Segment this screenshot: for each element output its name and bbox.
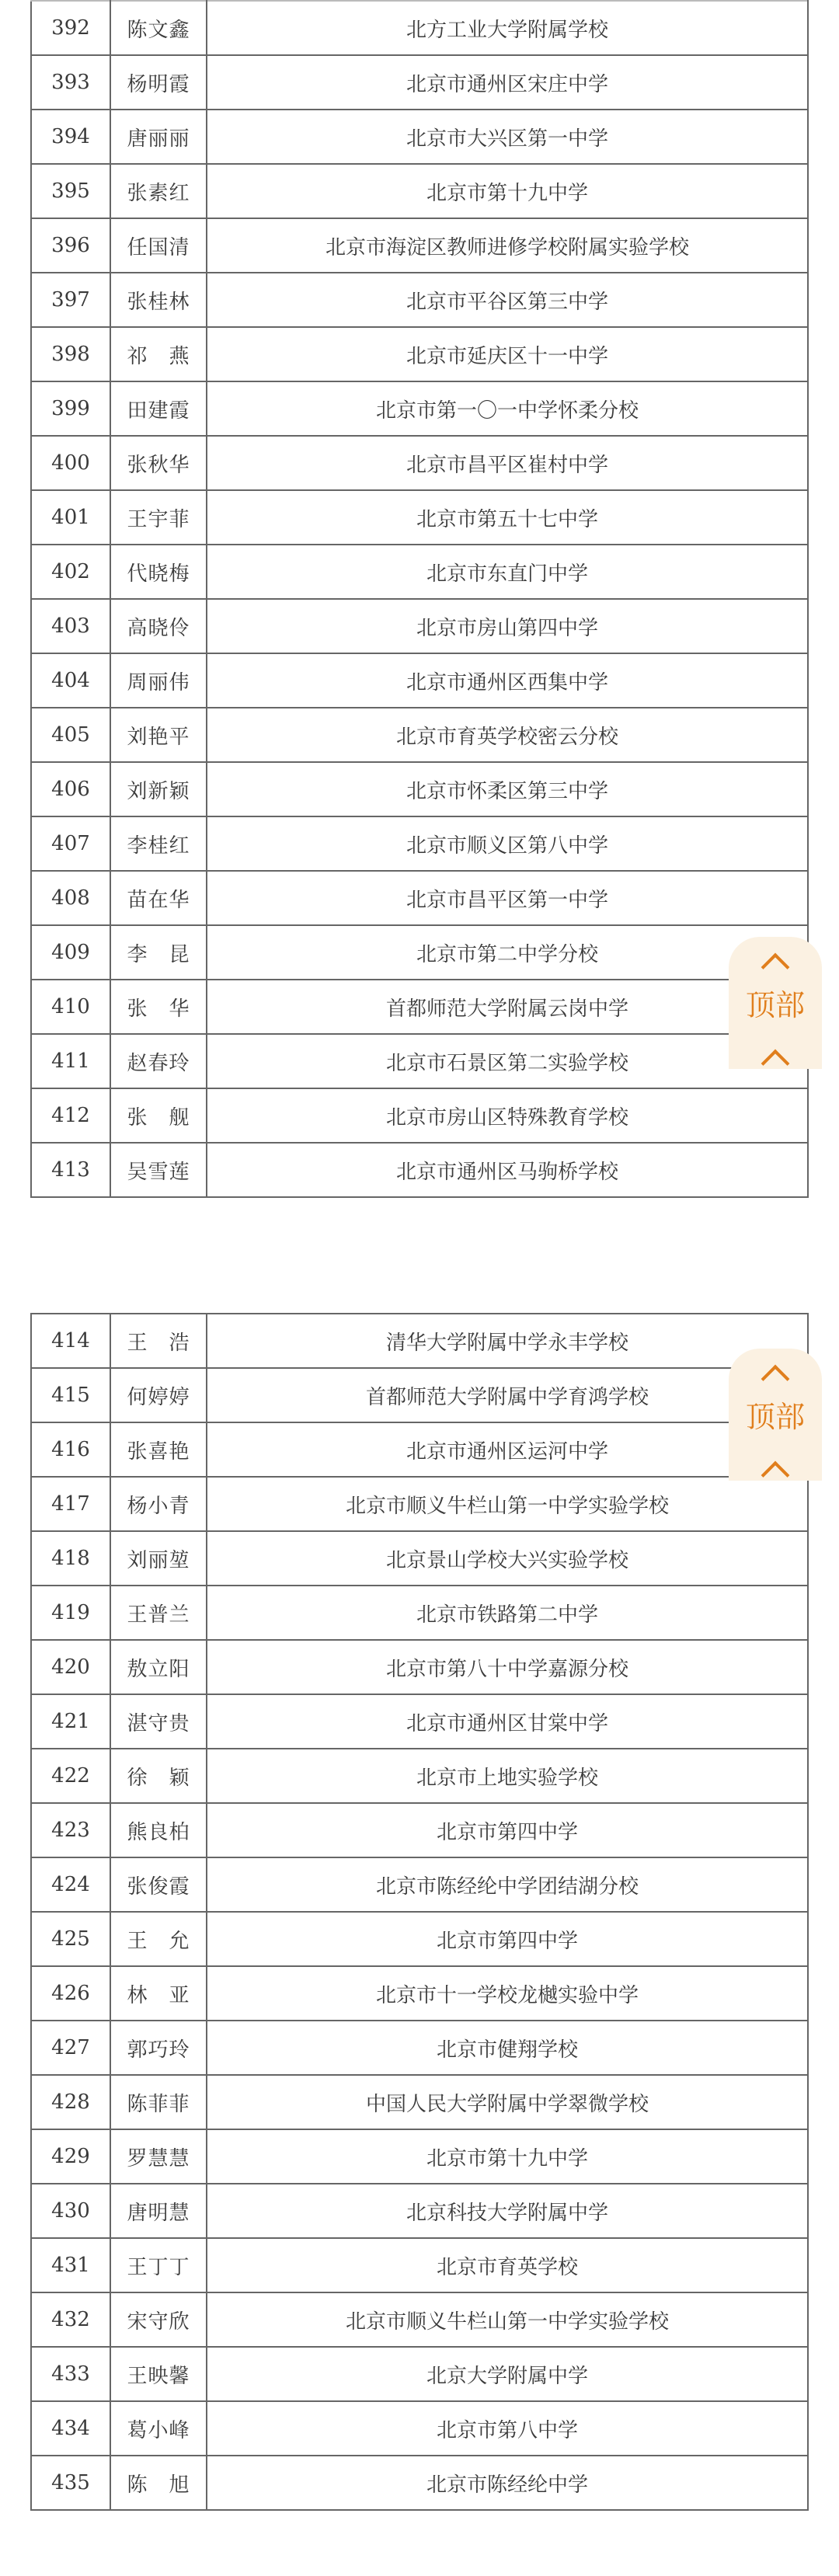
person-name: 张 舰 [110,1088,207,1143]
school-name: 北京市第四中学 [207,1803,808,1857]
person-name: 熊良柏 [110,1803,207,1857]
school-name: 北京市陈经纶中学团结湖分校 [207,1857,808,1912]
person-name: 刘丽堃 [110,1531,207,1586]
table-row [31,599,808,653]
row-number: 404 [31,653,110,708]
person-name: 祁 燕 [110,327,207,381]
table-row [31,1143,808,1197]
person-name: 任国清 [110,218,207,273]
person-name: 田建霞 [110,381,207,436]
table-row [31,218,808,273]
school-name: 首都师范大学附属中学育鸿学校 [207,1368,808,1422]
school-name: 北京市顺义区第八中学 [207,816,808,871]
school-name: 北方工业大学附属学校 [207,1,808,55]
school-name: 首都师范大学附属云岗中学 [207,980,808,1034]
roster-table-1 [30,0,809,1198]
table-row [31,2401,808,2456]
school-name: 北京市大兴区第一中学 [207,110,808,164]
table-row [31,2347,808,2401]
table-row [31,1912,808,1966]
person-name: 徐 颖 [110,1749,207,1803]
person-name: 郭巧玲 [110,2021,207,2075]
person-name: 何婷婷 [110,1368,207,1422]
roster-table-2 [30,1313,809,2511]
person-name: 罗慧慧 [110,2129,207,2184]
school-name: 北京市铁路第二中学 [207,1586,808,1640]
school-name: 北京市第八十中学嘉源分校 [207,1640,808,1694]
row-number: 415 [31,1368,110,1422]
row-number: 392 [31,1,110,55]
person-name: 张俊霞 [110,1857,207,1912]
back-to-top-button[interactable] [729,937,822,1069]
row-number: 406 [31,762,110,816]
table-row [31,381,808,436]
table-row [31,980,808,1034]
row-number: 427 [31,2021,110,2075]
school-name: 北京大学附属中学 [207,2347,808,2401]
row-number: 420 [31,1640,110,1694]
school-name: 北京市平谷区第三中学 [207,273,808,327]
school-name: 北京市通州区运河中学 [207,1422,808,1477]
row-number: 396 [31,218,110,273]
row-number: 417 [31,1477,110,1531]
school-name: 北京市石景区第二实验学校 [207,1034,808,1088]
person-name: 陈文鑫 [110,1,207,55]
person-name: 宋守欣 [110,2292,207,2347]
row-number: 422 [31,1749,110,1803]
school-name: 北京市育英学校 [207,2238,808,2292]
school-name: 北京市延庆区十一中学 [207,327,808,381]
row-number: 409 [31,925,110,980]
table-row [31,436,808,490]
row-number: 402 [31,545,110,599]
school-name: 北京市房山区特殊教育学校 [207,1088,808,1143]
table-row [31,2021,808,2075]
row-number: 421 [31,1694,110,1749]
person-name: 吴雪莲 [110,1143,207,1197]
school-name: 北京市海淀区教师进修学校附属实验学校 [207,218,808,273]
table-row [31,545,808,599]
table-row [31,762,808,816]
school-name: 北京市通州区宋庄中学 [207,55,808,110]
chevron-up-icon [761,1050,790,1069]
person-name: 敖立阳 [110,1640,207,1694]
table-row [31,2184,808,2238]
row-number: 418 [31,1531,110,1586]
chevron-up-icon [761,1461,790,1481]
row-number: 413 [31,1143,110,1197]
table-row [31,653,808,708]
person-name: 刘新颖 [110,762,207,816]
row-number: 405 [31,708,110,762]
person-name: 赵春玲 [110,1034,207,1088]
school-name: 北京市顺义牛栏山第一中学实验学校 [207,1477,808,1531]
row-number: 423 [31,1803,110,1857]
row-number: 435 [31,2456,110,2510]
row-number: 399 [31,381,110,436]
row-number: 430 [31,2184,110,2238]
table-row [31,1749,808,1803]
table-row [31,1477,808,1531]
school-name: 北京科技大学附属中学 [207,2184,808,2238]
school-name: 北京市第一〇一中学怀柔分校 [207,381,808,436]
person-name: 高晓伶 [110,599,207,653]
school-name: 北京市怀柔区第三中学 [207,762,808,816]
school-name: 北京市十一学校龙樾实验中学 [207,1966,808,2021]
person-name: 代晓梅 [110,545,207,599]
school-name: 北京市东直门中学 [207,545,808,599]
table-row [31,273,808,327]
row-number: 394 [31,110,110,164]
school-name: 北京市昌平区崔村中学 [207,436,808,490]
table-row [31,2129,808,2184]
person-name: 苗在华 [110,871,207,925]
table-row [31,1368,808,1422]
row-number: 411 [31,1034,110,1088]
table-row [31,1640,808,1694]
back-to-top-label: 顶部 [745,1400,805,1434]
school-name: 北京市第十九中学 [207,164,808,218]
table-row [31,2238,808,2292]
school-name: 北京市上地实验学校 [207,1749,808,1803]
row-number: 433 [31,2347,110,2401]
school-name: 北京市顺义牛栏山第一中学实验学校 [207,2292,808,2347]
table-row [31,2075,808,2129]
person-name: 葛小峰 [110,2401,207,2456]
person-name: 张素红 [110,164,207,218]
table-row [31,1966,808,2021]
school-name: 北京市健翔学校 [207,2021,808,2075]
school-name: 北京市第二中学分校 [207,925,808,980]
row-number: 429 [31,2129,110,2184]
row-number: 434 [31,2401,110,2456]
person-name: 张 华 [110,980,207,1034]
table-row [31,1088,808,1143]
school-name: 北京市陈经纶中学 [207,2456,808,2510]
row-number: 400 [31,436,110,490]
row-number: 410 [31,980,110,1034]
row-number: 407 [31,816,110,871]
row-number: 403 [31,599,110,653]
table-row [31,1803,808,1857]
table-row [31,1,808,55]
chevron-up-icon [761,1365,790,1394]
school-name: 北京市通州区甘棠中学 [207,1694,808,1749]
school-name: 北京市第四中学 [207,1912,808,1966]
row-number: 416 [31,1422,110,1477]
person-name: 湛守贵 [110,1694,207,1749]
table-row [31,1422,808,1477]
table-row [31,2292,808,2347]
person-name: 唐明慧 [110,2184,207,2238]
person-name: 王映馨 [110,2347,207,2401]
school-name: 北京市第八中学 [207,2401,808,2456]
person-name: 王 允 [110,1912,207,1966]
row-number: 419 [31,1586,110,1640]
person-name: 李桂红 [110,816,207,871]
row-number: 424 [31,1857,110,1912]
table-row [31,816,808,871]
table-row [31,1034,808,1088]
table-row [31,1586,808,1640]
person-name: 周丽伟 [110,653,207,708]
person-name: 王丁丁 [110,2238,207,2292]
table-row [31,708,808,762]
table-row [31,1314,808,1368]
person-name: 张秋华 [110,436,207,490]
row-number: 397 [31,273,110,327]
person-name: 张喜艳 [110,1422,207,1477]
school-name: 北京市第五十七中学 [207,490,808,545]
person-name: 王 浩 [110,1314,207,1368]
table-row [31,2456,808,2510]
school-name: 北京市通州区西集中学 [207,653,808,708]
table-row [31,110,808,164]
table-row [31,164,808,218]
table-row [31,490,808,545]
row-number: 432 [31,2292,110,2347]
table-row [31,55,808,110]
school-name: 清华大学附属中学永丰学校 [207,1314,808,1368]
table-row [31,1857,808,1912]
table-row [31,1531,808,1586]
person-name: 林 亚 [110,1966,207,2021]
table-row [31,925,808,980]
person-name: 杨明霞 [110,55,207,110]
table-row [31,871,808,925]
row-number: 395 [31,164,110,218]
school-name: 北京市通州区马驹桥学校 [207,1143,808,1197]
school-name: 北京景山学校大兴实验学校 [207,1531,808,1586]
school-name: 北京市昌平区第一中学 [207,871,808,925]
table-row [31,1694,808,1749]
row-number: 414 [31,1314,110,1368]
row-number: 428 [31,2075,110,2129]
person-name: 唐丽丽 [110,110,207,164]
person-name: 李 昆 [110,925,207,980]
person-name: 杨小青 [110,1477,207,1531]
person-name: 王普兰 [110,1586,207,1640]
row-number: 408 [31,871,110,925]
row-number: 426 [31,1966,110,2021]
school-name: 中国人民大学附属中学翠微学校 [207,2075,808,2129]
back-to-top-button[interactable] [729,1349,822,1481]
row-number: 398 [31,327,110,381]
person-name: 王宇菲 [110,490,207,545]
row-number: 425 [31,1912,110,1966]
person-name: 张桂林 [110,273,207,327]
school-name: 北京市房山第四中学 [207,599,808,653]
chevron-up-icon [761,953,790,982]
person-name: 刘艳平 [110,708,207,762]
back-to-top-label: 顶部 [745,988,805,1022]
school-name: 北京市育英学校密云分校 [207,708,808,762]
school-name: 北京市第十九中学 [207,2129,808,2184]
row-number: 431 [31,2238,110,2292]
person-name: 陈菲菲 [110,2075,207,2129]
table-row [31,327,808,381]
row-number: 412 [31,1088,110,1143]
row-number: 393 [31,55,110,110]
person-name: 陈 旭 [110,2456,207,2510]
row-number: 401 [31,490,110,545]
